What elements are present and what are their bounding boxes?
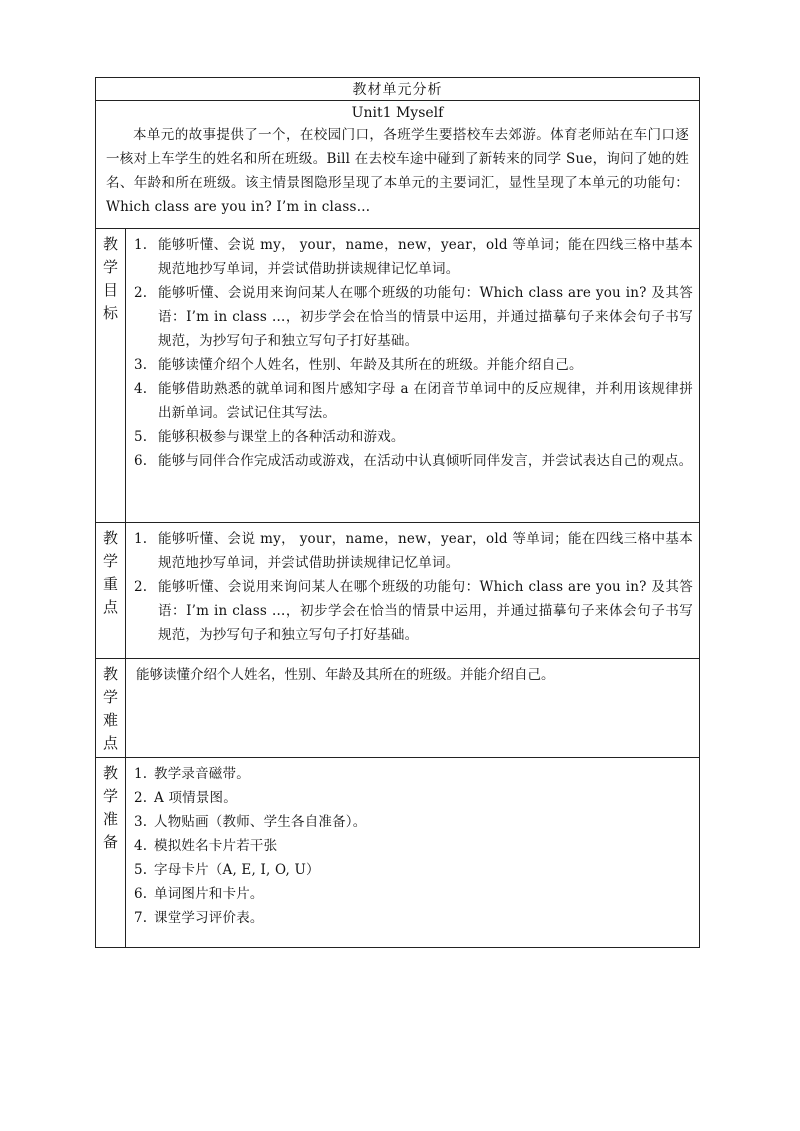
label-char: 教 — [102, 529, 118, 547]
item-text: 能够听懂、会说用来询问某人在哪个班级的功能句：Which class are you in? 及其答语：I’m in class …，初步学会在恰当的情景中运用，并通过描摹句子来体会句子书写规范，为抄写句子和独立写句子打好基础。 — [158, 579, 693, 643]
list-item — [134, 377, 693, 425]
label-char: 学 — [102, 688, 118, 706]
label-char: 点 — [102, 598, 118, 616]
list-item — [134, 906, 693, 930]
item-number: 6. — [134, 886, 148, 902]
item-number: 4. — [134, 838, 148, 854]
item-text: 模拟姓名卡片若干张 — [154, 838, 278, 854]
preparation-content — [126, 758, 699, 947]
difficulties-text: 能够读懂介绍个人姓名，性别、年龄及其所在的班级。并能介绍自己。 — [136, 667, 555, 683]
list-item — [134, 527, 693, 575]
label-char: 目 — [102, 281, 118, 299]
list-item — [134, 762, 693, 786]
preparation-label — [96, 758, 126, 947]
list-item — [134, 858, 693, 882]
label-char: 重 — [102, 575, 118, 593]
item-number: 2. — [134, 790, 148, 806]
difficulties-row — [96, 658, 699, 757]
item-number: 4. — [134, 381, 148, 397]
item-number: 1. — [134, 531, 148, 547]
label-char: 难 — [102, 711, 118, 729]
objectives-label — [96, 229, 126, 522]
list-item — [134, 575, 693, 647]
item-text: 字母卡片（A, E, I, O, U） — [154, 862, 320, 878]
doc-title: 教材单元分析 — [352, 82, 443, 98]
objectives-row — [96, 228, 699, 522]
item-number: 1. — [134, 237, 148, 253]
list-item — [134, 281, 693, 353]
title-row — [96, 78, 699, 100]
list-item — [134, 882, 693, 906]
label-char: 学 — [102, 552, 118, 570]
item-text: 课堂学习评价表。 — [154, 910, 264, 926]
difficulties-content — [126, 659, 699, 757]
item-number: 3. — [134, 357, 148, 373]
difficulties-label — [96, 659, 126, 757]
list-item — [134, 353, 693, 377]
item-number: 1. — [134, 766, 148, 782]
item-text: 教学录音磁带。 — [154, 766, 250, 782]
item-text: 能够听懂、会说 my， your，name，new，year，old 等单词；能在四线三格中基本规范地抄写单词，并尝试借助拼读规律记忆单词。 — [158, 237, 693, 277]
unit-analysis-table — [95, 77, 700, 948]
objectives-content — [126, 229, 699, 522]
item-text: 能够积极参与课堂上的各种活动和游戏。 — [158, 429, 405, 445]
item-text: A 项情景图。 — [154, 790, 237, 806]
key-points-content — [126, 523, 699, 658]
label-char: 教 — [102, 764, 118, 782]
intro-row — [96, 100, 699, 228]
item-text: 能够与同伴合作完成活动或游戏，在活动中认真倾听同伴发言，并尝试表达自己的观点。 — [158, 453, 693, 469]
list-item — [134, 810, 693, 834]
list-item — [134, 786, 693, 810]
item-text: 能够听懂、会说 my， your，name，new，year，old 等单词；能在四线三格中基本规范地抄写单词，并尝试借助拼读规律记忆单词。 — [158, 531, 693, 571]
item-number: 5. — [134, 429, 148, 445]
list-item — [134, 449, 693, 473]
item-text: 能够读懂介绍个人姓名，性别、年龄及其所在的班级。并能介绍自己。 — [158, 357, 583, 373]
item-number: 2. — [134, 579, 148, 595]
intro-paragraph: 本单元的故事提供了一个，在校园门口，各班学生要搭校车去郊游。体育老师站在车门口逐一核对上车学生的姓名和所在班级。Bill 在去校车途中碰到了新转来的同学 Sue，询问了她的姓名、年龄和所在班级。该主情景图隐形呈现了本单元的主要词汇，显性呈现了本单元的功能句：Which class are you in? I’m in class… — [106, 127, 689, 215]
item-number: 7. — [134, 910, 148, 926]
label-char: 学 — [102, 787, 118, 805]
item-number: 5. — [134, 862, 148, 878]
label-char: 标 — [102, 304, 118, 322]
label-char: 教 — [102, 235, 118, 253]
item-text: 能够借助熟悉的就单词和图片感知字母 a 在闭音节单词中的反应规律，并利用该规律拼出新单词。尝试记住其写法。 — [158, 381, 693, 421]
key-points-label — [96, 523, 126, 658]
key-points-row — [96, 522, 699, 658]
list-item — [134, 834, 693, 858]
item-number: 6. — [134, 453, 148, 469]
preparation-row — [96, 757, 699, 947]
list-item — [134, 425, 693, 449]
unit-title: Unit1 Myself — [351, 105, 444, 121]
item-text: 单词图片和卡片。 — [154, 886, 264, 902]
label-char: 教 — [102, 665, 118, 683]
label-char: 备 — [102, 833, 118, 851]
item-text: 能够听懂、会说用来询问某人在哪个班级的功能句：Which class are you in? 及其答语：I’m in class …，初步学会在恰当的情景中运用，并通过描摹句子来体会句子书写规范，为抄写句子和独立写句子打好基础。 — [158, 285, 693, 349]
label-char: 准 — [102, 810, 118, 828]
label-char: 学 — [102, 258, 118, 276]
list-item — [134, 233, 693, 281]
label-char: 点 — [102, 734, 118, 752]
item-number: 2. — [134, 285, 148, 301]
item-number: 3. — [134, 814, 148, 830]
item-text: 人物贴画（教师、学生各自准备）。 — [154, 814, 367, 830]
